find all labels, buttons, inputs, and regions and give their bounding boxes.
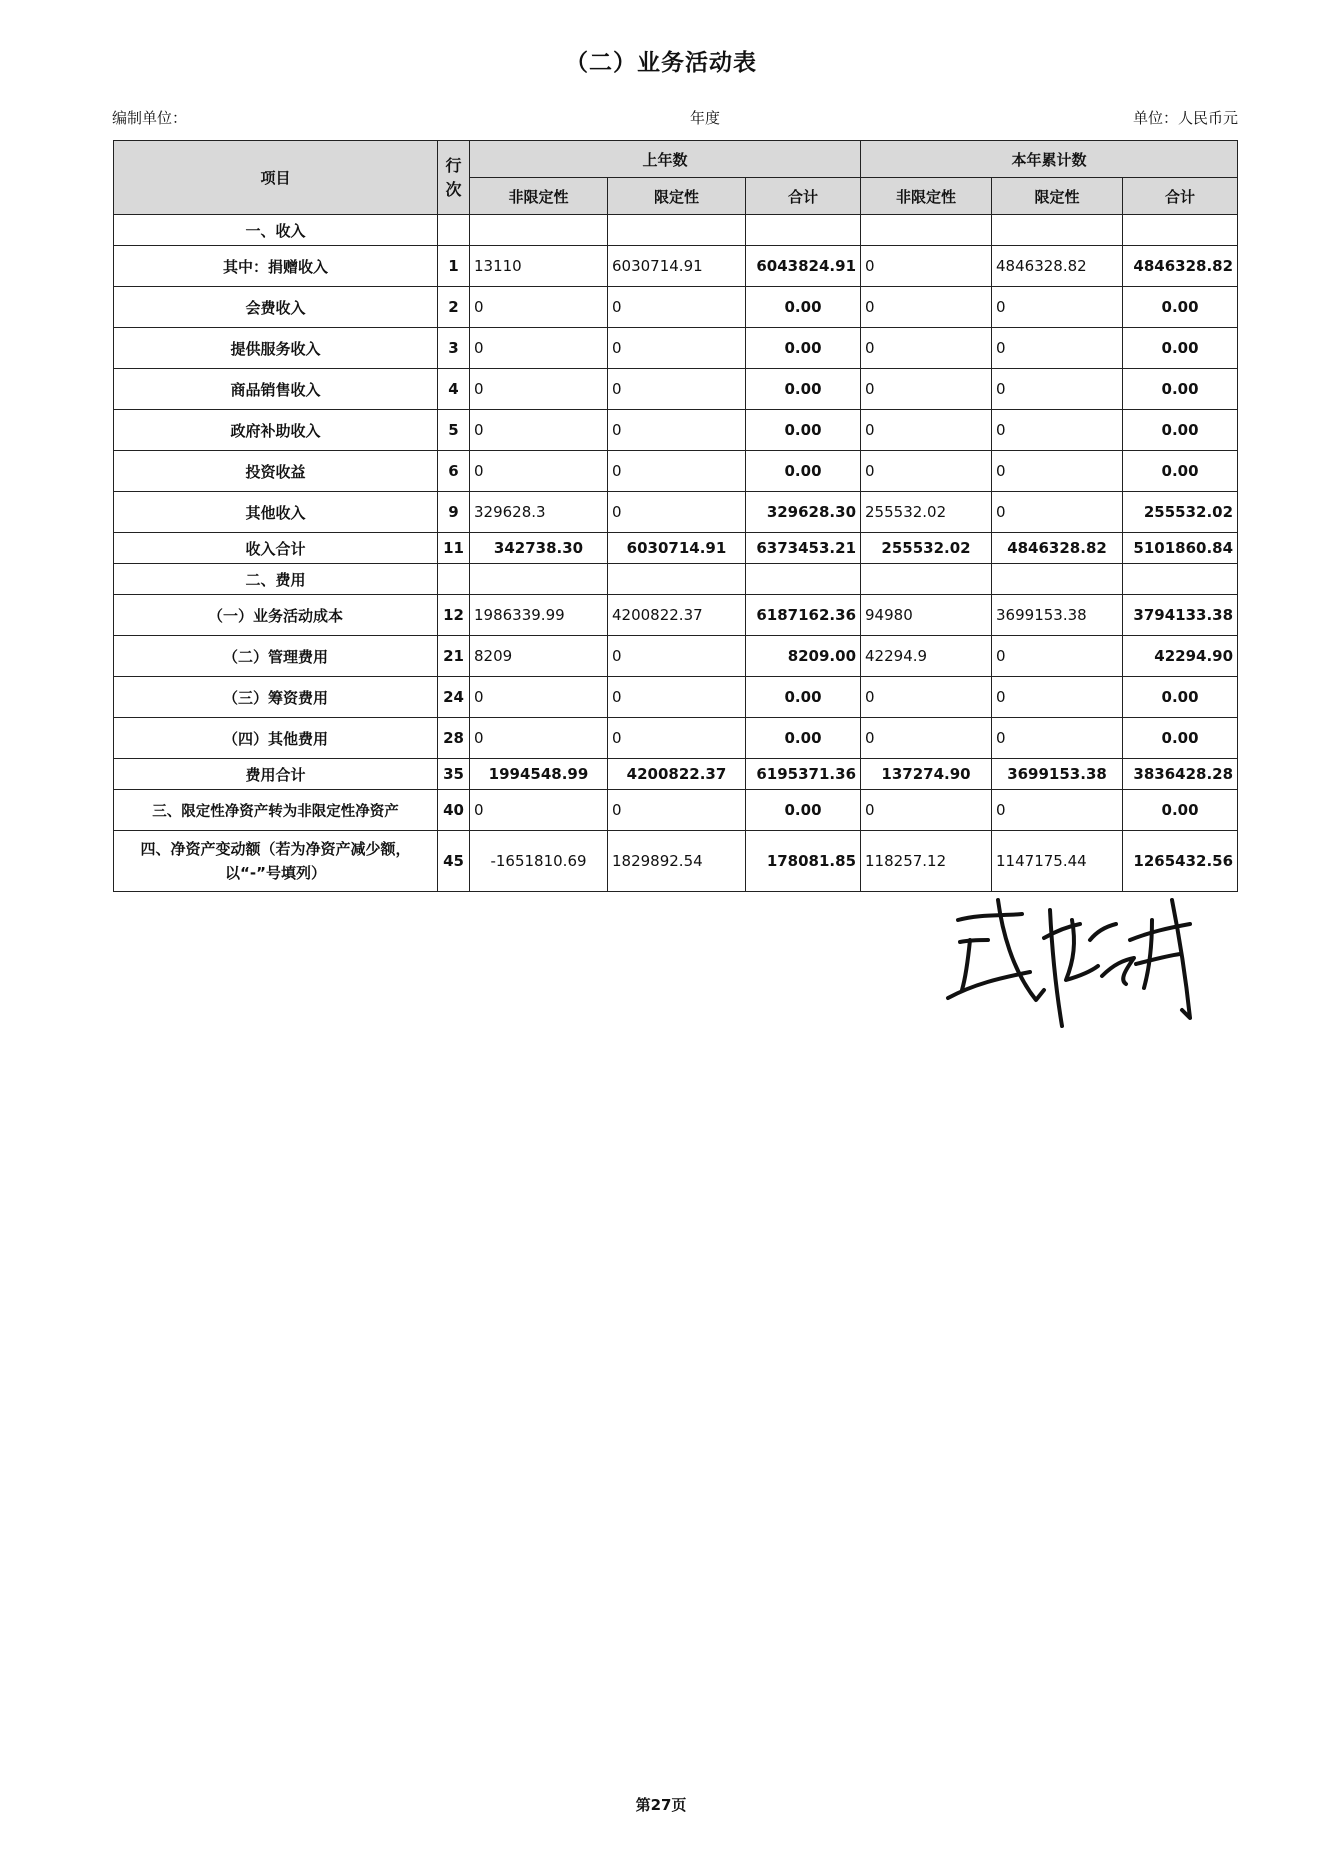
- cell-curr-unrestricted: 42294.9: [861, 636, 992, 677]
- table-row: [114, 718, 1238, 759]
- cell-curr-restricted: 0: [992, 410, 1123, 451]
- cell-curr-total: 255532.02: [1123, 492, 1238, 533]
- cell-curr-restricted: 0: [992, 369, 1123, 410]
- cell-curr-total: 3836428.28: [1123, 759, 1238, 790]
- cell-prev-unrestricted: 8209: [470, 636, 608, 677]
- cell-prev-unrestricted: 0: [470, 410, 608, 451]
- header-prev-unrestricted: 非限定性: [470, 178, 608, 215]
- table-row: [114, 369, 1238, 410]
- cell-prev-unrestricted: 1986339.99: [470, 595, 608, 636]
- row-line: 24: [438, 677, 470, 718]
- cell-curr-total: 0.00: [1123, 677, 1238, 718]
- table-row: [114, 287, 1238, 328]
- cell-curr-total: 3794133.38: [1123, 595, 1238, 636]
- cell-prev-restricted: 0: [608, 677, 746, 718]
- cell-curr-restricted: 3699153.38: [992, 595, 1123, 636]
- cell-curr-total: 0.00: [1123, 451, 1238, 492]
- page-number: 第27页: [635, 1796, 687, 1814]
- cell-prev-unrestricted: 0: [470, 677, 608, 718]
- cell-curr-restricted: 4846328.82: [992, 533, 1123, 564]
- table-row: [114, 677, 1238, 718]
- cell-curr-restricted: 0: [992, 677, 1123, 718]
- cell-curr-restricted: 3699153.38: [992, 759, 1123, 790]
- row-line: 12: [438, 595, 470, 636]
- cell-curr-unrestricted: 255532.02: [861, 533, 992, 564]
- handwritten-signature: [940, 880, 1220, 1030]
- cell-curr-total: 0.00: [1123, 718, 1238, 759]
- row-label: 投资收益: [114, 451, 438, 492]
- cell-curr-unrestricted: 0: [861, 677, 992, 718]
- cell-prev-unrestricted: 0: [470, 328, 608, 369]
- header-curr-unrestricted: 非限定性: [861, 178, 992, 215]
- cell-prev-total: 6187162.36: [746, 595, 861, 636]
- unit-label: 单位：人民币元: [1132, 109, 1238, 127]
- row-label: 三、限定性净资产转为非限定性净资产: [114, 790, 438, 831]
- table-row-total: [114, 759, 1238, 790]
- cell-prev-total: 6195371.36: [746, 759, 861, 790]
- cell-prev-total: 0.00: [746, 369, 861, 410]
- cell-prev-unrestricted: -1651810.69: [470, 831, 608, 892]
- cell-prev-total: 0.00: [746, 718, 861, 759]
- cell-prev-restricted: 6030714.91: [608, 533, 746, 564]
- cell-curr-total: 0.00: [1123, 790, 1238, 831]
- cell-prev-unrestricted: 13110: [470, 246, 608, 287]
- cell-curr-restricted: 0: [992, 492, 1123, 533]
- cell-prev-restricted: 4200822.37: [608, 759, 746, 790]
- cell-prev-total: 6373453.21: [746, 533, 861, 564]
- cell-curr-restricted: 0: [992, 328, 1123, 369]
- header-curr-total: 合计: [1123, 178, 1238, 215]
- cell-prev-restricted: 0: [608, 287, 746, 328]
- row-label: 其他收入: [114, 492, 438, 533]
- row-line: 11: [438, 533, 470, 564]
- cell-prev-restricted: 4200822.37: [608, 595, 746, 636]
- cell-prev-restricted: 0: [608, 790, 746, 831]
- row-line: 1: [438, 246, 470, 287]
- row-label: 商品销售收入: [114, 369, 438, 410]
- row-label: （二）管理费用: [114, 636, 438, 677]
- cell-prev-total: 329628.30: [746, 492, 861, 533]
- cell-curr-unrestricted: 0: [861, 410, 992, 451]
- cell-curr-total: 0.00: [1123, 328, 1238, 369]
- cell-curr-restricted: 0: [992, 451, 1123, 492]
- table-row: [114, 410, 1238, 451]
- cell-curr-total: 0.00: [1123, 410, 1238, 451]
- row-label: 政府补助收入: [114, 410, 438, 451]
- row-line: 40: [438, 790, 470, 831]
- cell-prev-total: 0.00: [746, 451, 861, 492]
- cell-prev-restricted: 0: [608, 492, 746, 533]
- row-line: 2: [438, 287, 470, 328]
- cell-curr-total: 42294.90: [1123, 636, 1238, 677]
- year-label: 年度: [689, 109, 720, 127]
- cell-curr-total: 5101860.84: [1123, 533, 1238, 564]
- row-line: 4: [438, 369, 470, 410]
- cell-prev-restricted: 0: [608, 451, 746, 492]
- row-line: 28: [438, 718, 470, 759]
- section-expense-row: [114, 564, 1238, 595]
- cell-prev-unrestricted: 329628.3: [470, 492, 608, 533]
- section-expense: 二、费用: [114, 564, 438, 595]
- cell-prev-restricted: 0: [608, 718, 746, 759]
- table-row: [114, 246, 1238, 287]
- cell-curr-restricted: 0: [992, 287, 1123, 328]
- cell-curr-unrestricted: 0: [861, 328, 992, 369]
- cell-prev-restricted: 0: [608, 369, 746, 410]
- cell-curr-unrestricted: 94980: [861, 595, 992, 636]
- section-income-row: [114, 215, 1238, 246]
- table-row: [114, 790, 1238, 831]
- row-label: 费用合计: [114, 759, 438, 790]
- table-row: [114, 328, 1238, 369]
- cell-curr-restricted: 4846328.82: [992, 246, 1123, 287]
- business-activity-table: [113, 140, 1238, 892]
- table-row: [114, 595, 1238, 636]
- row-label: （一）业务活动成本: [114, 595, 438, 636]
- cell-curr-unrestricted: 137274.90: [861, 759, 992, 790]
- cell-curr-unrestricted: 0: [861, 718, 992, 759]
- header-line: 行次: [438, 141, 470, 215]
- header-prev-total: 合计: [746, 178, 861, 215]
- cell-curr-restricted: 1147175.44: [992, 831, 1123, 892]
- cell-prev-unrestricted: 0: [470, 451, 608, 492]
- row-line: 3: [438, 328, 470, 369]
- cell-curr-unrestricted: 255532.02: [861, 492, 992, 533]
- row-line: 35: [438, 759, 470, 790]
- cell-prev-unrestricted: 0: [470, 718, 608, 759]
- cell-curr-unrestricted: 0: [861, 790, 992, 831]
- header-curr-restricted: 限定性: [992, 178, 1123, 215]
- row-line: 21: [438, 636, 470, 677]
- cell-prev-restricted: 0: [608, 410, 746, 451]
- cell-curr-unrestricted: 0: [861, 287, 992, 328]
- org-label: 编制单位：: [112, 109, 188, 127]
- cell-curr-total: 4846328.82: [1123, 246, 1238, 287]
- cell-curr-unrestricted: 0: [861, 369, 992, 410]
- cell-prev-restricted: 0: [608, 636, 746, 677]
- cell-prev-total: 8209.00: [746, 636, 861, 677]
- cell-curr-total: 0.00: [1123, 287, 1238, 328]
- cell-curr-unrestricted: 0: [861, 451, 992, 492]
- row-label: 四、净资产变动额（若为净资产减少额，以“-”号填列）: [114, 831, 438, 892]
- cell-prev-restricted: 0: [608, 328, 746, 369]
- cell-curr-restricted: 0: [992, 718, 1123, 759]
- cell-curr-unrestricted: 0: [861, 246, 992, 287]
- table-row: [114, 492, 1238, 533]
- cell-curr-restricted: 0: [992, 636, 1123, 677]
- cell-prev-restricted: 1829892.54: [608, 831, 746, 892]
- cell-prev-unrestricted: 0: [470, 790, 608, 831]
- table-row: [114, 451, 1238, 492]
- table-row: [114, 636, 1238, 677]
- row-label: （三）筹资费用: [114, 677, 438, 718]
- row-line: 5: [438, 410, 470, 451]
- header-prev-year: 上年数: [470, 141, 861, 178]
- cell-prev-unrestricted: 342738.30: [470, 533, 608, 564]
- section-income: 一、收入: [114, 215, 438, 246]
- header-item: 项目: [114, 141, 438, 215]
- row-label: 会费收入: [114, 287, 438, 328]
- row-label: （四）其他费用: [114, 718, 438, 759]
- cell-prev-restricted: 6030714.91: [608, 246, 746, 287]
- cell-prev-unrestricted: 0: [470, 287, 608, 328]
- cell-prev-total: 0.00: [746, 328, 861, 369]
- row-line: 6: [438, 451, 470, 492]
- cell-curr-unrestricted: 118257.12: [861, 831, 992, 892]
- cell-prev-unrestricted: 0: [470, 369, 608, 410]
- cell-prev-total: 0.00: [746, 677, 861, 718]
- row-line: 9: [438, 492, 470, 533]
- cell-curr-total: 0.00: [1123, 369, 1238, 410]
- table-row-total: [114, 533, 1238, 564]
- row-label: 其中：捐赠收入: [114, 246, 438, 287]
- cell-prev-unrestricted: 1994548.99: [470, 759, 608, 790]
- row-line: 45: [438, 831, 470, 892]
- header-curr-year: 本年累计数: [861, 141, 1238, 178]
- cell-prev-total: 0.00: [746, 410, 861, 451]
- header-prev-restricted: 限定性: [608, 178, 746, 215]
- row-label: 提供服务收入: [114, 328, 438, 369]
- cell-curr-total: 1265432.56: [1123, 831, 1238, 892]
- cell-prev-total: 0.00: [746, 287, 861, 328]
- cell-prev-total: 6043824.91: [746, 246, 861, 287]
- page-title: （二）业务活动表: [565, 50, 757, 76]
- cell-prev-total: 178081.85: [746, 831, 861, 892]
- cell-prev-total: 0.00: [746, 790, 861, 831]
- row-label: 收入合计: [114, 533, 438, 564]
- cell-curr-restricted: 0: [992, 790, 1123, 831]
